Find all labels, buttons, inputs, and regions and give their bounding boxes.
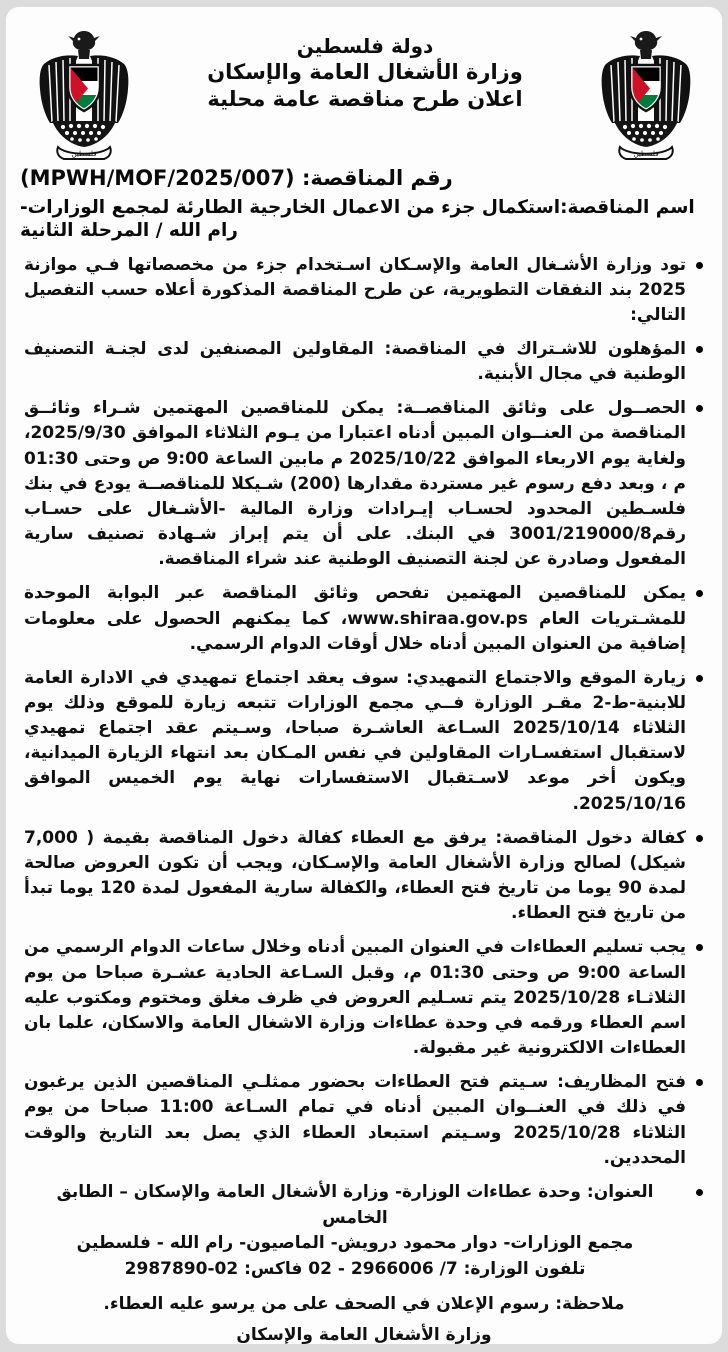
clause-portal: يمكن للمناقصين المهتمين تفحص وثائق المناقصة عبر البوابة الموحدة للمشـتريات العام www.shiraa.gov.ps، كما يمكنهم الحصول على معلومات إضافية من العنوان المبين أدناه خلال أوقات الدوام الرسمي.: [24, 581, 686, 656]
clause-eligibility: المؤهلون للاشـتراك في المناقصة: المقاولين المصنفين لدى لجنـة التصنيف الوطنية في مجال الأبنية.: [24, 337, 686, 387]
ministry-signature: وزارة الأشغال العامة والإسكان: [236, 1324, 492, 1344]
advertising-fee-note: ملاحظة: رسوم الإعلان في الصحف على من يرسو عليه العطاء.: [103, 1294, 625, 1315]
tender-name: اسم المناقصة:استكمال جزء من الاعمال الخارجية الطارئة لمجمع الوزارات- رام الله / المرحلة الثانية: [20, 197, 695, 242]
clause-intro: تود وزارة الأشـغال العامة والإسـكان اسـتخدام جزء من مخصصاتها فـي موازنة 2025 بند النفقات التطويرية، عن طرح المناقصة المذكورة أعلاه حسب التفصيل التالي:: [24, 253, 686, 328]
address-phone-fax: تلفون الوزارة: 7/ 2966006 - 02 فاكس: 02-2987890: [124, 1259, 586, 1280]
announcement-title: اعلان طرح مناقصة عامة محلية: [207, 87, 523, 112]
document-header: [20, 17, 708, 167]
clause-opening: فتح المظاريف: سـيتم فتح العطاءات بحضور ممثلـي المناقصين الذين يرغبون في ذلك في العنــوان المبين أدناه في تمام السـاعة 11:00 صباحا من يوم الثلاثاء 2025/10/28 وسـيتم استبعاد العطاء الذي يصل بعد التاريخ والوقت المحددين.: [24, 1070, 686, 1171]
address-line-2: مجمع الوزارات- دوار محمود درويش- الماصيون- رام الله - فلسطين: [76, 1233, 634, 1254]
svg-text:فلسطين: فلسطين: [633, 150, 659, 158]
palestine-emblem-icon-left: [32, 23, 136, 163]
clause-address: [24, 1180, 686, 1283]
clause-bid-bond: كفالة دخول المناقصة: يرفق مع العطاء كفالة دخول المناقصة بقيمة ( 7,000 شيكل) لصالح وزارة الأشغال العامة والإسـكان، ويجب أن تكون العروض صالحة لمدة 90 يوما من تاريخ فتح العطاء، والكفالة سارية المفعول لمدة 120 يوما تبدأ من تاريخ فتح العطاء.: [24, 826, 686, 927]
tender-announcement-sheet: [6, 7, 722, 1344]
clause-list: [20, 253, 708, 1284]
clause-site-visit: زيارة الموقع والاجتماع التمهيدي: سوف يعقد اجتماع تمهيدي في الادارة العامة للابنية-ط-2 مقـر الوزارة فــي مجمع الوزارات تتبعه زيارة للموقع وذلك يوم الثلاثاء 2025/10/14 السـاعة العاشـرة صباحا، وسـيتم عقد اجتماع تمهيدي لاستقبال استفسـارات المقاولين في نفس المـكان بعد انتهاء الزيارة الميدانية، ويكون أخر موعد لاسـتقبال الاستفسارات نهاية يوم الخميس الموافق 2025/10/16.: [24, 666, 686, 817]
palestine-emblem-icon-right: [594, 23, 698, 163]
svg-text:فلسطين: فلسطين: [71, 150, 97, 158]
clause-submission: يجب تسليم العطاءات في العنوان المبين أدناه وخلال ساعات الدوام الرسمي من الساعة 9:00 ص وحتى 01:30 م، وقبل السـاعة الحادية عشـرة صباحا من يوم الثلاثـاء 2025/10/28 يتم تسـليم العروض في ظرف مغلق ومختوم ومكتوب عليه اسم العطاء ورقمه في وحدة عطاءات وزارة الاشغال العامة والاسكان، علما بان العطاءات الالكترونية غير مقبولة.: [24, 935, 686, 1061]
tender-number: رقم المناقصة: (MPWH/MOF/2025/007): [20, 166, 453, 190]
ministry-title: وزارة الأشغال العامة والإسكان: [207, 60, 523, 84]
state-title: دولة فلسطين: [296, 34, 434, 58]
header-title-block: [150, 33, 580, 114]
address-line-1: العنوان: وحدة عطاءات الوزارة- وزارة الأشغال العامة والإسكان – الطابق الخامس: [56, 1181, 654, 1228]
clause-documents: الحصــول على وثائق المناقصــة: يمكن للمناقصين المهتمين شـراء وثائــق المناقصة من العنــوان المبين أدناه اعتبارا من يـوم الثلاثاء الموافق 2025/9/30، ولغاية يوم الاربعاء الموافق 2025/10/22 م مابين الساعة 9:00 ص وحتى 01:30 م ، وبعد دفع رسوم غير مستردة مقدارها (200) شـيكلا للمناقصــة يودع في بنك فلسـطين المحدود لحسـاب إيـرادات وزارة المالية -الأشـغال على حسـاب رقم3001/219000/8 في البنك. على أن يتم إبراز شـهادة تصنيف سارية المفعول وصادرة عن لجنة التصنيف الوطنية عند شراء المناقصة.: [24, 396, 686, 572]
